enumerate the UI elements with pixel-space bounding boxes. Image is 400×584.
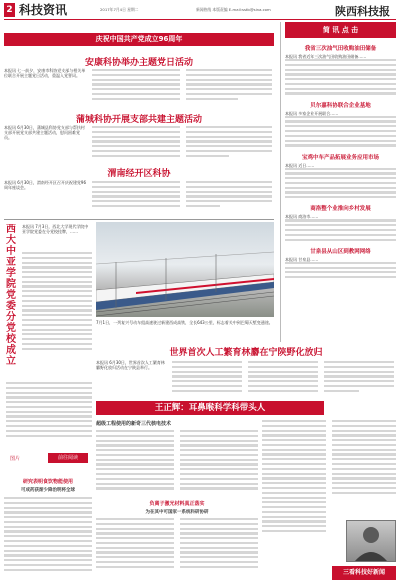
story-g-block: [4, 478, 92, 580]
brief-4-title: 商洛整个业推向乡村发展: [310, 206, 371, 213]
subhead-g: 可成药获渐少降治明将全球: [21, 488, 75, 493]
brief-3-title: 宝鸡中车产品拓展业务应用市场: [301, 154, 379, 161]
brief-1-text: 本报讯 我省近年三次油气田收购油田储备……: [285, 54, 367, 59]
brief-4-text: 本报讯 商洛市……: [285, 214, 319, 220]
story-a-lead: 本报讯 七一前夕，安康市科协党支部与相关单位联合开展主题党日活动，重温入党誓词。: [4, 68, 86, 79]
photo-caption: 7月1日，一列复兴号动车组高速驶过新建西成高铁，全长643公里，标志着关中到巴蜀天堑变通途。: [96, 320, 273, 325]
story-d-lead: 本报讯 7月3日，西北大学现代学院中亚学院党委在分党校挂牌，……: [22, 224, 89, 235]
story-c-lead: 本报讯 6月30日，渭南经开区召开庆祝建党96周年座谈会。: [4, 180, 86, 191]
bottom-box-text: 三看科技好新闻: [342, 569, 385, 576]
story-c-body: [4, 180, 274, 216]
headline-f: 王正辉：耳鼻喉科学科带头人: [154, 403, 266, 413]
story-b-lead: 本报讯 6月30日，蒲城县科协党支部与帮扶村支部开展党支部共建主题活动，慰问困难党员。: [4, 125, 85, 141]
section-title: 科技资讯: [19, 3, 68, 17]
right-header-text: 简 讯 点 击: [322, 26, 359, 34]
headline-a: 安康科协举办主题党日活动: [84, 58, 193, 68]
train-illustration: [96, 222, 274, 317]
story-d-read-button[interactable]: 前往阅读: [48, 453, 88, 463]
right-column: [280, 22, 396, 342]
story-a-body: [4, 68, 274, 108]
bottom-box: [332, 566, 396, 580]
brief-5: [285, 247, 396, 279]
divider-1: [4, 219, 274, 220]
contact-line: 新闻热线 本版责编 E-mail:sstb@sina.com: [196, 7, 271, 12]
brief-3: [285, 153, 396, 199]
story-i-block: [96, 500, 258, 580]
brief-2-title: 贝尔嘉科协联合企业基地: [310, 102, 371, 109]
story-h-block: [96, 420, 258, 500]
headline-e: 世界首次人工繁育林麝在宁陕野化放归: [169, 348, 323, 358]
paper-name: 陕西科技报: [335, 5, 390, 18]
brief-2-text: 本报讯 多家企业开展联合……: [285, 110, 339, 116]
story-f-banner: [96, 401, 324, 415]
banner-text: 庆祝中国共产党成立96周年: [95, 35, 183, 43]
page-number: 2: [4, 3, 15, 17]
headline-i: 负离子激光材料真正落实: [149, 501, 205, 507]
right-column-header: [285, 22, 396, 38]
brief-2: [285, 101, 396, 147]
date-line: 2017年7月4日 星期二: [100, 7, 139, 12]
headline-h: 超级工程使用的新奇三代核电技术: [96, 421, 172, 427]
brief-1: [285, 44, 396, 95]
brief-4: [285, 204, 396, 240]
train-photo: [96, 222, 274, 317]
headline-g: 研究表明食饮物能使用: [22, 479, 73, 485]
headline-c: 渭南经开区科协: [107, 169, 171, 179]
headline-d: 西大中亚学院党委分党校成立: [6, 224, 16, 367]
story-d-block: [4, 222, 94, 472]
brief-5-title: 甘泉县从山区到教网网络: [310, 248, 371, 255]
person-icon: [347, 521, 395, 561]
party-banner: [4, 33, 274, 46]
brief-3-text: 本报讯 近日……: [285, 162, 315, 168]
subhead-i: 为在其中可国家一系统科研协研: [145, 510, 209, 515]
story-b-body: [4, 125, 274, 165]
masthead-rule: [4, 19, 396, 20]
portrait-photo: [346, 520, 396, 562]
brief-1-title: 我省三次油气田收购油田储备: [304, 46, 377, 52]
story-d-caption: 图片: [10, 456, 21, 462]
story-e-lead: 本报讯 6月30日，世界首次人工繁育林麝野化放归活动在宁陕县举行。: [96, 360, 165, 371]
brief-5-text: 本报讯 甘泉县……: [285, 256, 319, 262]
story-e-body: [96, 360, 396, 398]
headline-b: 蒲城科协开展支部共建主题活动: [75, 115, 202, 125]
